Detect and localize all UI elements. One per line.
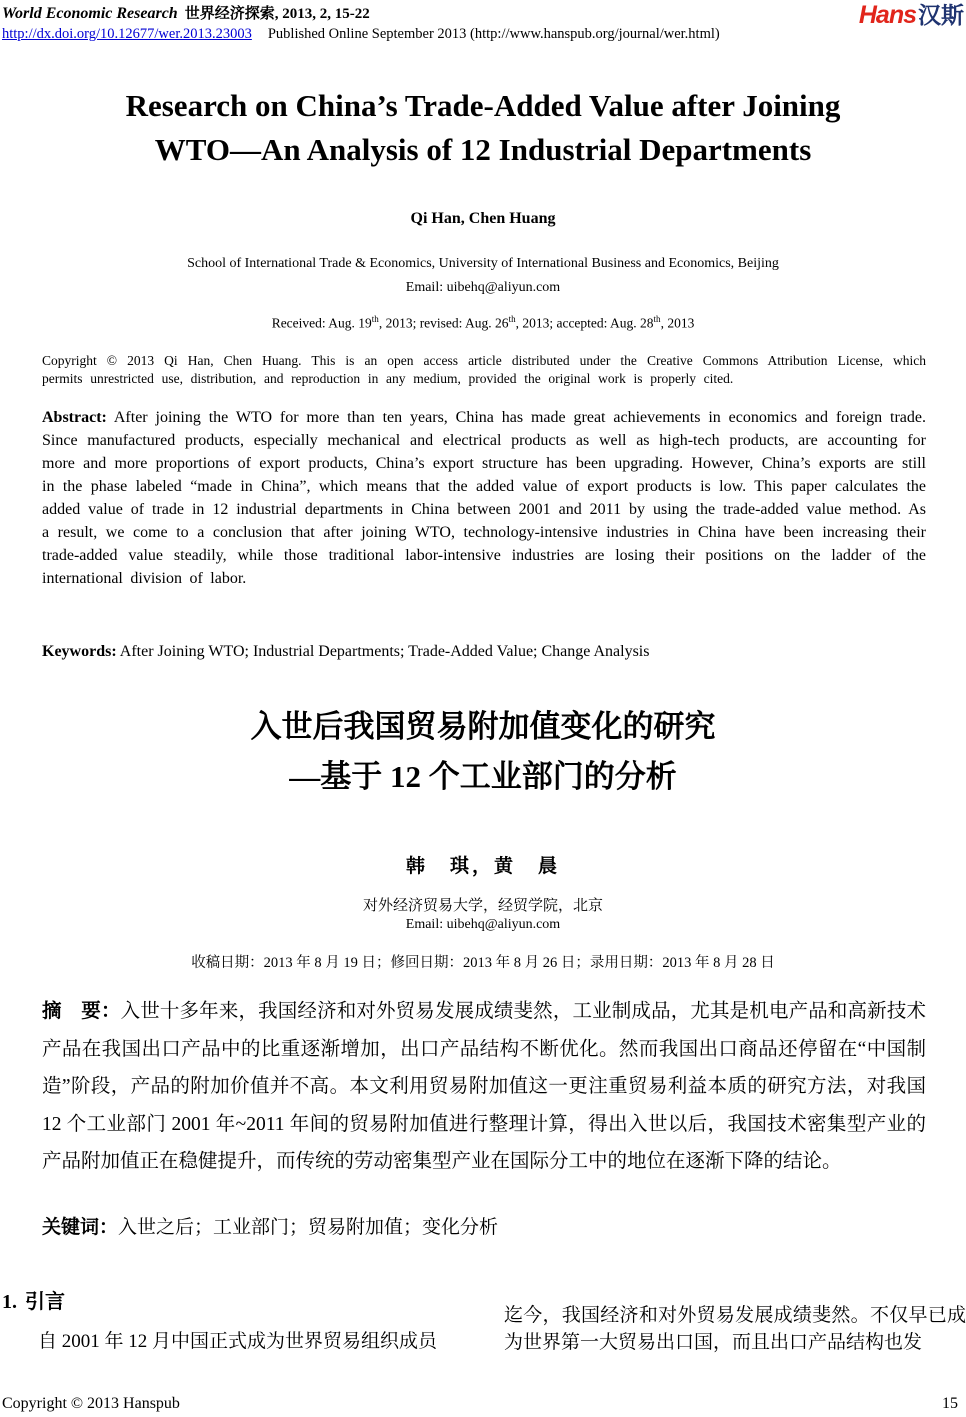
hans-logo-cn: 汉斯 (918, 2, 964, 28)
received-part: , 2013; revised: Aug. 26 (378, 315, 509, 331)
chinese-title-line-2: —基于 12 个工业部门的分析 (289, 759, 677, 794)
email-line: Email: uibehq@aliyun.com (405, 280, 561, 295)
section-number: 1. (2, 1291, 17, 1313)
section-heading-introduction (2, 1285, 65, 1314)
intro-paragraph-right-column: 迄今，我国经济和对外贸易发展成绩斐然。不仅早已成为世界第一大贸易出口国，而且出口产品结构也发 (504, 1305, 966, 1353)
received-part: , 2013; accepted: Aug. 28 (515, 315, 654, 331)
published-online-text: Published Online September 2013 (http://www.hanspub.org/journal/wer.html) (267, 26, 720, 42)
keywords-text: After Joining WTO; Industrial Departments; Trade-Added Value; Change Analysis (116, 643, 650, 660)
journal-title-en: World Economic Research (2, 5, 178, 22)
doi-line (2, 26, 964, 43)
superscript-th: th (508, 314, 516, 324)
chinese-abstract (42, 993, 926, 1181)
abstract-text: After joining the WTO for more than ten years, China has made great achievements in economics and foreign trade. Since manufactured products, especially mechanical and electrical products as well as high-tech products, are accounting for more and more proportions of export products, China’s export structure has been upgrading. However, China’s exports are still in the phase labeled “made in China”, which means that the added value of export products is low. This paper calculates the added value of trade in 12 industrial departments in China between 2001 and 2011 by using the trade-added value method. As a result, we come to a conclusion that after joining WTO, technology-intensive industries in China have been increasing their trade-added value steadily, while those traditional labor-intensive industries are losing their positions on the ladder of the international division of labor. (42, 409, 926, 587)
page-number: 15 (942, 1395, 958, 1412)
hans-logo-en: Hans (858, 1, 916, 29)
chinese-abstract-text: 入世十多年来，我国经济和对外贸易发展成绩斐然，工业制成品，尤其是机电产品和高新技术产品在我国出口产品中的比重逐渐增加，出口产品结构不断优化。然而我国出口商品还停留在“中国制造”阶段，产品的附加价值并不高。本文利用贸易附加值这一更注重贸易利益本质的研究方法，对我国 12 个工业部门 2001 年~2011 年间的贸易附加值进行整理计算，得出入世以后，我国技术密集型产业的产品附加值正在稳健提升，而传统的劳动密集型产业在国际分工中的地位在逐渐下降的结论。 (42, 1001, 926, 1172)
chinese-affiliation: 对外经济贸易大学，经贸学院，北京 (362, 898, 603, 914)
title-line-2: WTO—An Analysis of 12 Industrial Departments (154, 132, 812, 167)
authors: Qi Han, Chen Huang (410, 210, 556, 227)
section-title: 引言 (25, 1291, 65, 1313)
page-footer (2, 1395, 958, 1413)
chinese-email-line: Email: uibehq@aliyun.com (405, 917, 561, 932)
received-part: Received: Aug. 19 (271, 315, 372, 331)
chinese-keywords-label: 关键词： (42, 1217, 119, 1238)
title-line-1: Research on China’s Trade-Added Value after Joining (125, 88, 841, 123)
chinese-keywords (42, 1212, 926, 1239)
chinese-title-line-1: 入世后我国贸易附加值变化的研究 (250, 709, 716, 744)
chinese-title (0, 702, 966, 802)
keywords (42, 643, 926, 661)
journal-title-cn: 世界经济探索, 2013, 2, 15-22 (184, 6, 370, 22)
abstract-label: Abstract: (42, 409, 107, 426)
intro-paragraph-left-column: 自 2001 年 12 月中国正式成为世界贸易组织成员 (38, 1331, 438, 1352)
keywords-label: Keywords: (42, 643, 117, 660)
chinese-keywords-text: 入世之后；工业部门；贸易附加值；变化分析 (118, 1217, 499, 1238)
received-part: , 2013 (660, 315, 695, 331)
superscript-th: th (371, 314, 379, 324)
copyright-notice: Copyright © 2013 Qi Han, Chen Huang. This is an open access article distributed under the Creative Commons Attribution License, which permits unrestricted use, distribution, and reproduction in any medium, provided the original work is properly cited. (42, 353, 926, 386)
affiliation: School of International Trade & Economics, University of International Business and Economics, Beijing (187, 256, 779, 271)
chinese-dates: 收稿日期：2013 年 8 月 19 日；修回日期：2013 年 8 月 26 日；录用日期：2013 年 8 月 28 日 (191, 955, 775, 971)
abstract (42, 406, 926, 590)
footer-copyright: Copyright © 2013 Hanspub (2, 1395, 180, 1412)
chinese-abstract-label: 摘 要： (42, 1000, 121, 1022)
received-dates (0, 314, 966, 332)
doi-link[interactable]: http://dx.doi.org/10.12677/wer.2013.23003 (2, 26, 252, 42)
journal-info (2, 2, 370, 23)
superscript-th: th (653, 314, 661, 324)
page-title (20, 84, 946, 172)
chinese-authors: 韩 琪，黄 晨 (405, 856, 560, 877)
